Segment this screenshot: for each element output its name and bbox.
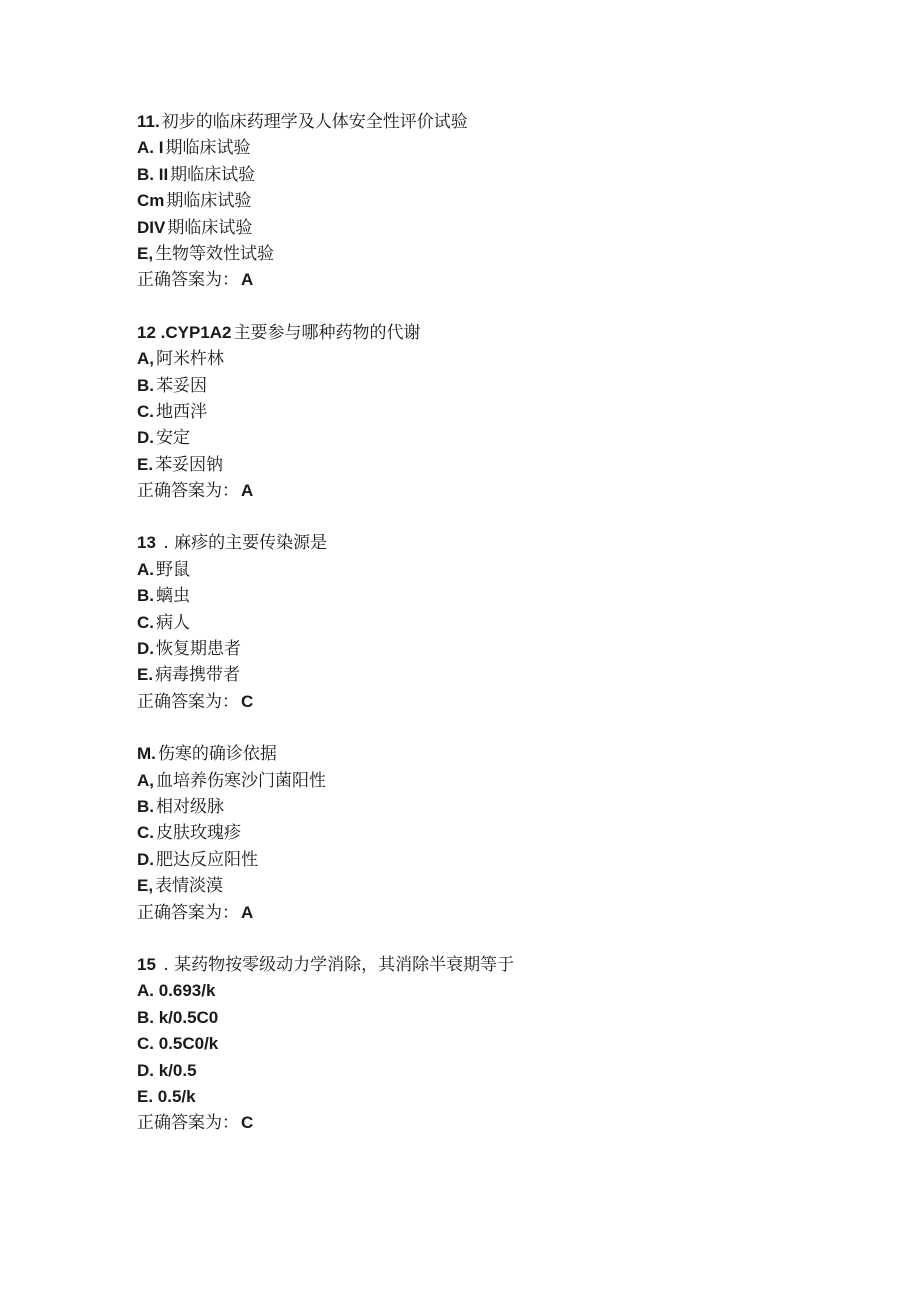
option-text: 野鼠	[156, 559, 190, 580]
option-letter: D.	[137, 639, 154, 659]
option-a	[137, 978, 837, 1004]
option-e	[137, 452, 837, 478]
answer-line	[137, 267, 837, 293]
answer-value: A	[241, 270, 254, 290]
option-letter: B.	[137, 586, 154, 606]
answer-label: 正确答案为：	[137, 481, 239, 502]
option-text: 肥达反应阳性	[156, 849, 258, 870]
option-letter: B. k/0.5C0	[137, 1007, 219, 1027]
option-letter: A. I	[137, 138, 164, 158]
option-letter: D.	[137, 849, 154, 869]
option-a	[137, 768, 837, 794]
question-stem	[137, 741, 837, 767]
answer-label: 正确答案为：	[137, 902, 239, 923]
option-d	[137, 215, 837, 241]
question-15	[137, 952, 837, 1137]
answer-label: 正确答案为：	[137, 270, 239, 291]
option-a	[137, 346, 837, 372]
option-text: 血培养伤寒沙门菌阳性	[156, 770, 326, 791]
question-text: 主要参与哪种药物的代谢	[233, 322, 421, 343]
option-text: 恢复期患者	[156, 639, 241, 660]
answer-line	[137, 689, 837, 715]
question-text: . 麻疹的主要传染源是	[157, 533, 328, 554]
option-text: 阿米杵林	[156, 349, 224, 370]
option-d	[137, 1058, 837, 1084]
question-stem	[137, 530, 837, 556]
question-number: 13	[137, 533, 156, 553]
option-d	[137, 636, 837, 662]
option-c	[137, 610, 837, 636]
answer-value: A	[241, 902, 254, 922]
option-letter: D.	[137, 428, 154, 448]
question-stem	[137, 320, 837, 346]
question-14	[137, 741, 837, 926]
option-text: 苯妥因钠	[155, 454, 224, 475]
question-13	[137, 530, 837, 715]
option-c	[137, 188, 837, 214]
option-e	[137, 241, 837, 267]
option-e	[137, 1084, 837, 1110]
option-letter: C.	[137, 612, 154, 632]
question-text: 初步的临床药理学及人体安全性评价试验	[161, 112, 468, 132]
option-text: 相对级脉	[156, 796, 224, 817]
question-text: . 某药物按零级动力学消除，其消除半衰期等于	[157, 954, 515, 975]
option-a	[137, 557, 837, 583]
option-text: 期临床试验	[165, 138, 251, 159]
option-text: 安定	[156, 428, 190, 449]
option-letter: A,	[137, 770, 154, 790]
option-text: 病毒携带者	[155, 665, 241, 686]
option-letter: D. k/0.5	[137, 1060, 197, 1080]
option-b	[137, 1005, 837, 1031]
option-text: 表情淡漠	[155, 876, 224, 897]
question-number: M.	[137, 744, 156, 764]
option-text: 生物等效性试验	[155, 243, 275, 264]
question-stem	[137, 109, 837, 135]
option-letter: A.	[137, 559, 154, 579]
option-letter: B. II	[137, 164, 169, 184]
question-number: 15	[137, 954, 156, 974]
option-letter: E.	[137, 454, 154, 474]
option-letter: E,	[137, 876, 154, 896]
option-letter: C.	[137, 823, 154, 843]
option-letter: Cm	[137, 191, 165, 211]
question-number: 11.	[137, 112, 160, 131]
option-letter: B.	[137, 375, 154, 395]
option-text: 皮肤玫瑰疹	[156, 823, 241, 844]
option-letter: B.	[137, 796, 154, 816]
answer-line	[137, 1110, 837, 1136]
option-e	[137, 873, 837, 899]
document-page	[137, 109, 837, 1163]
answer-value: C	[241, 1113, 254, 1133]
option-letter: A. 0.693/k	[137, 981, 216, 1001]
option-letter: DIV	[137, 217, 166, 237]
question-stem	[137, 952, 837, 978]
option-a	[137, 135, 837, 161]
answer-label: 正确答案为：	[137, 1113, 239, 1134]
answer-line	[137, 900, 837, 926]
option-d	[137, 425, 837, 451]
option-b	[137, 162, 837, 188]
answer-value: A	[241, 481, 254, 501]
option-c	[137, 1031, 837, 1057]
option-c	[137, 399, 837, 425]
option-d	[137, 847, 837, 873]
question-text: 伤寒的确诊依据	[157, 744, 277, 765]
option-b	[137, 583, 837, 609]
answer-label: 正确答案为：	[137, 691, 239, 712]
answer-value: C	[241, 691, 254, 711]
option-b	[137, 794, 837, 820]
option-letter: E,	[137, 243, 154, 263]
option-text: 期临床试验	[166, 191, 252, 212]
option-text: 地西泮	[156, 401, 207, 422]
option-text: 苯妥因	[156, 375, 207, 396]
question-11	[137, 109, 837, 294]
question-12	[137, 320, 837, 505]
option-text: 螭虫	[156, 586, 190, 607]
answer-line	[137, 478, 837, 504]
option-text: 期临床试验	[167, 217, 253, 238]
option-text: 病人	[156, 612, 190, 633]
option-letter: C.	[137, 401, 154, 421]
option-c	[137, 820, 837, 846]
option-b	[137, 373, 837, 399]
option-letter: E.	[137, 665, 154, 685]
option-e	[137, 662, 837, 688]
option-letter: A,	[137, 349, 154, 369]
option-text: 期临床试验	[170, 164, 256, 185]
option-letter: C. 0.5C0/k	[137, 1034, 219, 1054]
question-number: 12 .CYP1A2	[137, 322, 232, 342]
option-letter: E. 0.5/k	[137, 1086, 196, 1106]
